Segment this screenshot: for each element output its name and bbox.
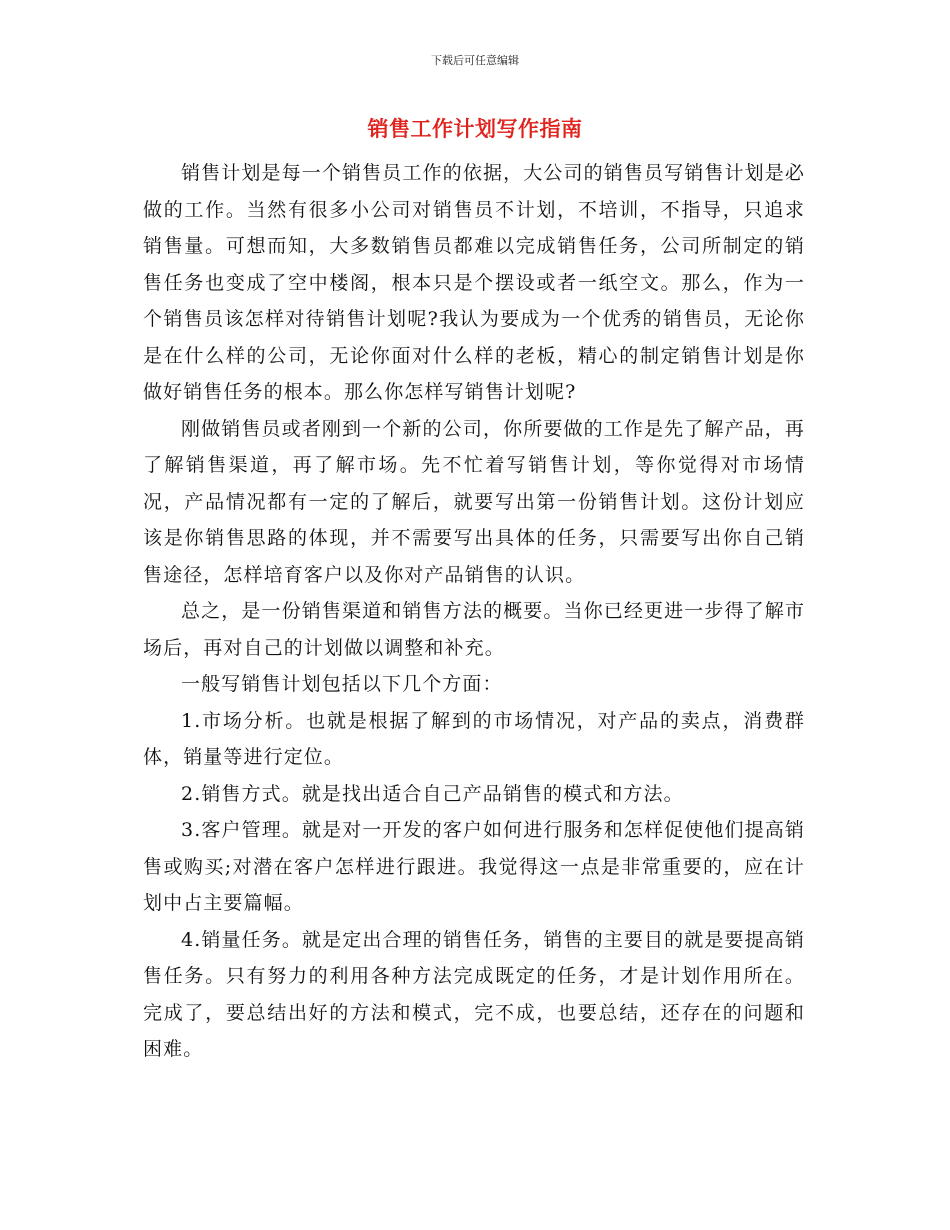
document-title: 销售工作计划写作指南 <box>367 117 583 141</box>
paragraph: 总之，是一份销售渠道和销售方法的概要。当你已经更进一步得了解市场后，再对自己的计划做以调整和补充。 <box>143 600 805 659</box>
list-item-paragraph: 2.销售方式。就是找出适合自己产品销售的模式和方法。 <box>181 782 684 805</box>
header-note: 下载后可任意编辑 <box>431 54 519 67</box>
list-item-paragraph: 4.销量任务。就是定出合理的销售任务，销售的主要目的就是要提高销售任务。只有努力的利用各种方法完成既定的任务，才是计划作用所在。完成了，要总结出好的方法和模式，完不成，也要总结，还存在的问题和困难。 <box>143 928 805 1060</box>
paragraph: 一般写销售计划包括以下几个方面： <box>181 673 503 695</box>
paragraph: 刚做销售员或者刚到一个新的公司，你所要做的工作是先了解产品，再了解销售渠道，再了解市场。先不忙着写销售计划，等你觉得对市场情况，产品情况都有一定的了解后，就要写出第一份销售计划。这份计划应该是你销售思路的体现，并不需要写出具体的任务，只需要写出你自己销售途径，怎样培育客户以及你对产品销售的认识。 <box>143 417 805 586</box>
list-item-paragraph: 1.市场分析。也就是根据了解到的市场情况，对产品的卖点，消费群体，销量等进行定位。 <box>143 709 805 768</box>
list-item-paragraph: 3.客户管理。就是对一开发的客户如何进行服务和怎样促使他们提高销售或购买;对潜在客户怎样进行跟进。我觉得这一点是非常重要的，应在计划中占主要篇幅。 <box>143 819 805 914</box>
paragraph: 销售计划是每一个销售员工作的依据，大公司的销售员写销售计划是必做的工作。当然有很多小公司对销售员不计划，不培训，不指导，只追求销售量。可想而知，大多数销售员都难以完成销售任务，公司所制定的销售任务也变成了空中楼阁，根本只是个摆设或者一纸空文。那么，作为一个销售员该怎样对待销售计划呢?我认为要成为一个优秀的销售员，无论你是在什么样的公司，无论你面对什么样的老板，精心的制定销售计划是你做好销售任务的根本。那么你怎样写销售计划呢? <box>143 162 805 403</box>
document-body <box>143 155 805 1068</box>
